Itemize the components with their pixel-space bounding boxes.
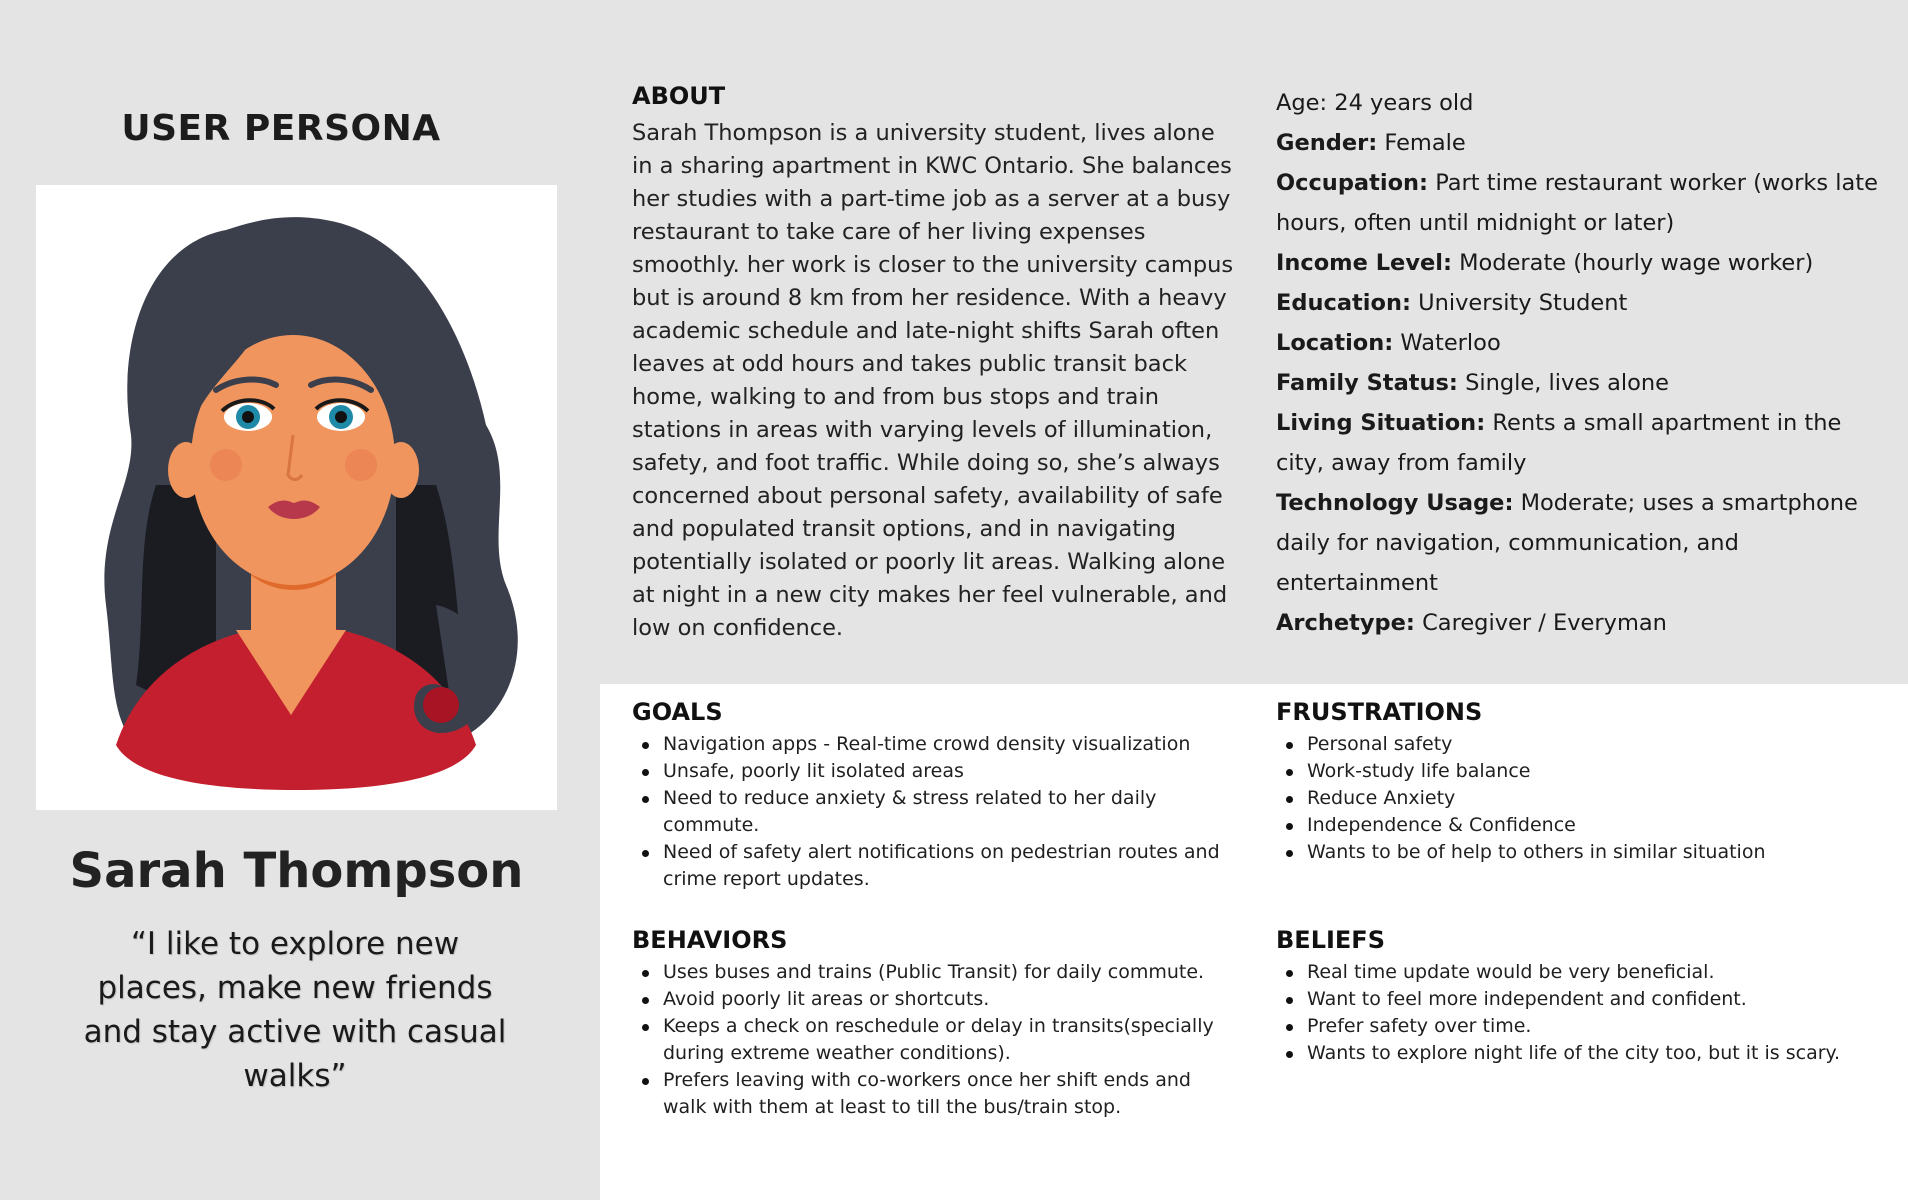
fact-value: Moderate; uses a smartphone daily for navigation, communication, and entertainment xyxy=(1276,490,1858,596)
fact-value: Moderate (hourly wage worker) xyxy=(1451,250,1814,276)
list-item: Reduce Anxiety xyxy=(1276,785,1886,812)
behaviors-list xyxy=(632,959,1222,1121)
fact-value: 24 years old xyxy=(1327,90,1474,116)
fact-value: Single, lives alone xyxy=(1457,370,1669,396)
fact-family-status xyxy=(1276,363,1891,403)
fact-value: Caregiver / Everyman xyxy=(1414,610,1667,636)
goals-heading: GOALS xyxy=(632,698,723,726)
avatar-card xyxy=(36,185,557,810)
fact-value: University Student xyxy=(1410,290,1628,316)
behaviors-heading: BEHAVIORS xyxy=(632,926,788,954)
list-item: Navigation apps - Real-time crowd density visualization xyxy=(632,731,1242,758)
list-item: Work-study life balance xyxy=(1276,758,1886,785)
fact-label: Age: xyxy=(1276,90,1328,116)
fact-technology-usage xyxy=(1276,483,1891,603)
fact-label: Education: xyxy=(1276,290,1411,316)
fact-income xyxy=(1276,243,1891,283)
list-item: Need to reduce anxiety & stress related to her daily commute. xyxy=(632,785,1242,839)
persona-quote: “I like to explore new places, make new friends and stay active with casual walks” xyxy=(83,926,507,1094)
fact-age xyxy=(1276,83,1891,123)
fact-value: Rents a small apartment in the city, away from family xyxy=(1276,410,1842,476)
persona-facts xyxy=(1276,83,1891,643)
persona-name: Sarah Thompson xyxy=(69,843,524,899)
fact-label: Family Status: xyxy=(1276,370,1458,396)
fact-label: Location: xyxy=(1276,330,1394,356)
frustrations-heading: FRUSTRATIONS xyxy=(1276,698,1483,726)
fact-occupation xyxy=(1276,163,1891,243)
beliefs-heading: BELIEFS xyxy=(1276,926,1385,954)
fact-label: Occupation: xyxy=(1276,170,1429,196)
beliefs-list xyxy=(1276,959,1886,1067)
fact-location xyxy=(1276,323,1891,363)
list-item: Wants to be of help to others in similar situation xyxy=(1276,839,1886,866)
fact-label: Income Level: xyxy=(1276,250,1452,276)
list-item: Unsafe, poorly lit isolated areas xyxy=(632,758,1242,785)
fact-label: Gender: xyxy=(1276,130,1378,156)
list-item: Avoid poorly lit areas or shortcuts. xyxy=(632,986,1222,1013)
list-item: Wants to explore night life of the city too, but it is scary. xyxy=(1276,1040,1886,1067)
list-item: Real time update would be very beneficial. xyxy=(1276,959,1886,986)
fact-value: Part time restaurant worker (works late hours, often until midnight or later) xyxy=(1276,170,1878,236)
list-item: Independence & Confidence xyxy=(1276,812,1886,839)
persona-title: USER PERSONA xyxy=(121,108,441,149)
about-text: Sarah Thompson is a university student, lives alone in a sharing apartment in KWC Ontario. She balances her studies with a part-time job as a server at a busy restaurant to take care of her living expenses smoothly. her work is closer to the university campus but is around 8 km from her residence. With a heavy academic schedule and late-night shifts Sarah often leaves at odd hours and takes public transit back home, walking to and from bus stops and train stations in areas with varying levels of illumination, safety, and foot traffic. While doing so, she’s always concerned about personal safety, availability of safe and populated transit options, and in navigating potentially isolated or poorly lit areas. Walking alone at night in a new city makes her feel vulnerable, and low on confidence. xyxy=(632,120,1234,641)
fact-living-situation xyxy=(1276,403,1891,483)
list-item: Keeps a check on reschedule or delay in transits(specially during extreme weather conditions). xyxy=(632,1013,1222,1067)
fact-label: Archetype: xyxy=(1276,610,1415,636)
about-heading: ABOUT xyxy=(632,82,726,110)
fact-value: Waterloo xyxy=(1393,330,1501,356)
fact-gender xyxy=(1276,123,1891,163)
list-item: Uses buses and trains (Public Transit) for daily commute. xyxy=(632,959,1222,986)
list-item: Personal safety xyxy=(1276,731,1886,758)
avatar-illustration xyxy=(36,185,557,810)
fact-archetype xyxy=(1276,603,1891,643)
fact-value: Female xyxy=(1377,130,1466,156)
list-item: Prefer safety over time. xyxy=(1276,1013,1886,1040)
frustrations-list xyxy=(1276,731,1886,866)
fact-education xyxy=(1276,283,1891,323)
fact-label: Technology Usage: xyxy=(1276,490,1514,516)
list-item: Prefers leaving with co-workers once her shift ends and walk with them at least to till the bus/train stop. xyxy=(632,1067,1222,1121)
list-item: Want to feel more independent and confident. xyxy=(1276,986,1886,1013)
fact-label: Living Situation: xyxy=(1276,410,1486,436)
list-item: Need of safety alert notifications on pedestrian routes and crime report updates. xyxy=(632,839,1242,893)
goals-list xyxy=(632,731,1242,893)
